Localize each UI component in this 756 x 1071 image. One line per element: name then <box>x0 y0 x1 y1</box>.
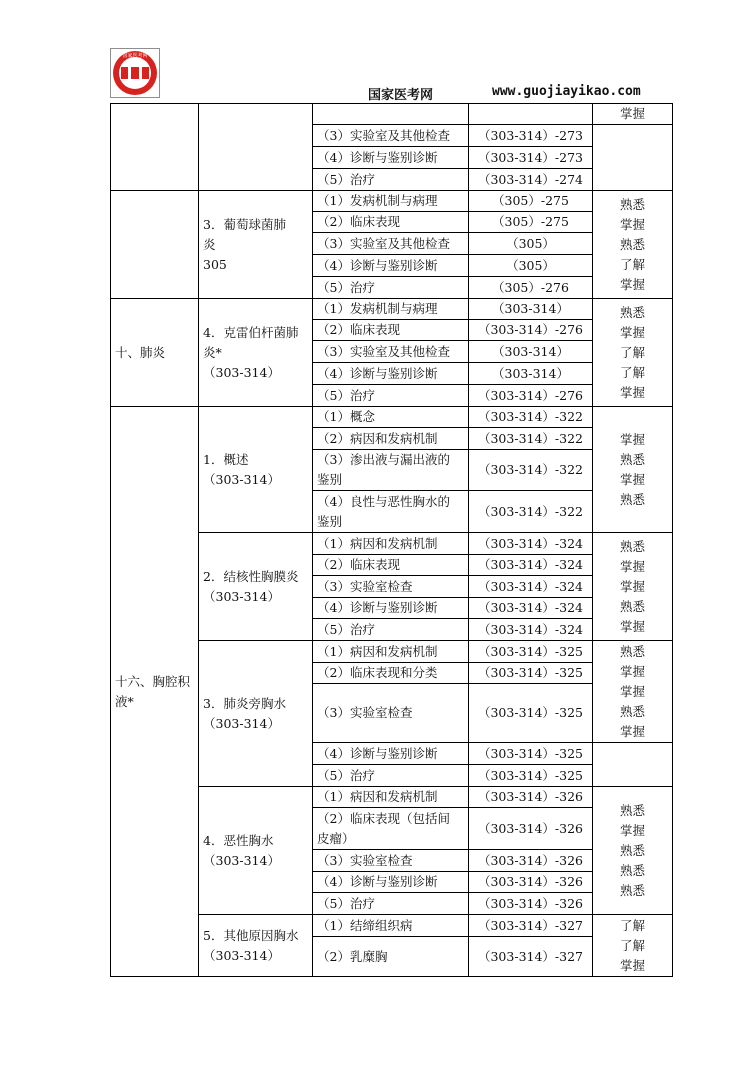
item-cell: （2）病因和发病机制 <box>313 428 469 450</box>
item-cell: （1）结缔组织病 <box>313 915 469 937</box>
item-cell: （5）治疗 <box>313 277 469 299</box>
item-cell: （4）诊断与鉴别诊断 <box>313 255 469 277</box>
table-row <box>111 407 673 428</box>
item-cell: （1）病因和发病机制 <box>313 533 469 555</box>
ref-cell: （303-314）-274 <box>469 169 593 191</box>
ref-cell: （303-314）-325 <box>469 663 593 684</box>
item-cell: （2）临床表现和分类 <box>313 663 469 684</box>
ref-cell: （303-314）-322 <box>469 450 593 491</box>
guojiayikao-logo <box>110 48 160 98</box>
site-name: 国家医考网 <box>368 88 434 103</box>
ref-cell <box>469 104 593 125</box>
topic-cell: 3．肺炎旁胸水 （303-314） <box>199 641 313 787</box>
unit-cell <box>111 104 199 191</box>
item-cell: （4）诊断与鉴别诊断 <box>313 872 469 893</box>
svg-text:国家医考网: 国家医考网 <box>122 53 148 59</box>
item-cell: （2）临床表现 <box>313 555 469 576</box>
ref-cell: （303-314）-326 <box>469 893 593 915</box>
ref-cell: （303-314）-273 <box>469 125 593 147</box>
topic-cell: 4．恶性胸水 （303-314） <box>199 787 313 915</box>
table-row <box>111 191 673 212</box>
ref-cell: （303-314） <box>469 341 593 363</box>
syllabus-table <box>110 103 673 977</box>
ref-cell: （303-314）-276 <box>469 320 593 341</box>
ref-cell: （303-314）-273 <box>469 147 593 169</box>
topic-cell: 3．葡萄球菌肺 炎 305 <box>199 191 313 299</box>
ref-cell: （303-314）-325 <box>469 765 593 787</box>
item-cell: （5）治疗 <box>313 385 469 407</box>
item-cell: （3）实验室检查 <box>313 684 469 743</box>
level-cell: 熟悉 掌握 熟悉 了解 掌握 <box>593 191 673 299</box>
ref-cell: （303-314）-324 <box>469 555 593 576</box>
item-cell: （2）临床表现（包括间 皮瘤） <box>313 808 469 850</box>
unit-cell: 十六、胸腔积 液* <box>111 407 199 977</box>
ref-cell: （303-314）-325 <box>469 743 593 765</box>
table-row <box>111 104 673 125</box>
level-cell: 熟悉 掌握 了解 了解 掌握 <box>593 299 673 407</box>
ref-cell: （303-314）-324 <box>469 576 593 598</box>
ref-cell: （303-314）-327 <box>469 915 593 937</box>
item-cell: （2）临床表现 <box>313 320 469 341</box>
ref-cell: （303-314）-322 <box>469 428 593 450</box>
item-cell: （4）诊断与鉴别诊断 <box>313 598 469 619</box>
level-cell: 了解 了解 掌握 <box>593 915 673 977</box>
ref-cell: （305）-276 <box>469 277 593 299</box>
level-cell <box>593 743 673 787</box>
ref-cell: （305） <box>469 255 593 277</box>
item-cell: （5）治疗 <box>313 169 469 191</box>
level-cell <box>593 125 673 191</box>
topic-cell: 1．概述 （303-314） <box>199 407 313 533</box>
item-cell: （3）实验室检查 <box>313 850 469 872</box>
item-cell: （4）诊断与鉴别诊断 <box>313 743 469 765</box>
unit-cell <box>111 191 199 299</box>
ref-cell: （303-314）-324 <box>469 533 593 555</box>
ref-cell: （305） <box>469 233 593 255</box>
ref-cell: （303-314）-325 <box>469 641 593 663</box>
item-cell: （3）实验室及其他检查 <box>313 125 469 147</box>
ref-cell: （303-314）-326 <box>469 787 593 808</box>
topic-cell: 2．结核性胸膜炎 （303-314） <box>199 533 313 641</box>
level-cell: 熟悉 掌握 掌握 熟悉 掌握 <box>593 641 673 743</box>
item-cell: （4）诊断与鉴别诊断 <box>313 363 469 385</box>
ref-cell: （303-314） <box>469 363 593 385</box>
level-cell: 熟悉 掌握 掌握 熟悉 掌握 <box>593 533 673 641</box>
item-cell: （3）实验室及其他检查 <box>313 341 469 363</box>
ref-cell: （303-314）-322 <box>469 491 593 533</box>
ref-cell: （303-314）-322 <box>469 407 593 428</box>
ref-cell: （303-314）-327 <box>469 937 593 977</box>
item-cell: （2）临床表现 <box>313 212 469 233</box>
ref-cell: （303-314）-325 <box>469 684 593 743</box>
item-cell: （1）病因和发病机制 <box>313 641 469 663</box>
level-cell: 掌握 熟悉 掌握 熟悉 <box>593 407 673 533</box>
item-cell: （4）良性与恶性胸水的 鉴别 <box>313 491 469 533</box>
level-cell: 掌握 <box>593 104 673 125</box>
item-cell: （3）渗出液与漏出液的 鉴别 <box>313 450 469 491</box>
ref-cell: （305）-275 <box>469 212 593 233</box>
item-cell: （3）实验室检查 <box>313 576 469 598</box>
ref-cell: （303-314）-276 <box>469 385 593 407</box>
ref-cell: （303-314） <box>469 299 593 320</box>
ref-cell: （303-314）-326 <box>469 808 593 850</box>
ref-cell: （303-314）-326 <box>469 872 593 893</box>
item-cell: （4）诊断与鉴别诊断 <box>313 147 469 169</box>
ref-cell: （303-314）-324 <box>469 598 593 619</box>
item-cell: （3）实验室及其他检查 <box>313 233 469 255</box>
topic-cell: 5．其他原因胸水 （303-314） <box>199 915 313 977</box>
ref-cell: （303-314）-326 <box>469 850 593 872</box>
site-url[interactable]: www.guojiayikao.com <box>492 84 641 99</box>
item-cell: （1）病因和发病机制 <box>313 787 469 808</box>
item-cell: （1）发病机制与病理 <box>313 191 469 212</box>
unit-cell: 十、肺炎 <box>111 299 199 407</box>
item-cell <box>313 104 469 125</box>
ref-cell: （305）-275 <box>469 191 593 212</box>
level-cell: 熟悉 掌握 熟悉 熟悉 熟悉 <box>593 787 673 915</box>
item-cell: （5）治疗 <box>313 765 469 787</box>
item-cell: （1）概念 <box>313 407 469 428</box>
item-cell: （1）发病机制与病理 <box>313 299 469 320</box>
topic-cell: 4．克雷伯杆菌肺 炎* （303-314） <box>199 299 313 407</box>
ref-cell: （303-314）-324 <box>469 619 593 641</box>
table-row <box>111 299 673 320</box>
item-cell: （5）治疗 <box>313 619 469 641</box>
item-cell: （2）乳糜胸 <box>313 937 469 977</box>
item-cell: （5）治疗 <box>313 893 469 915</box>
topic-cell <box>199 104 313 191</box>
